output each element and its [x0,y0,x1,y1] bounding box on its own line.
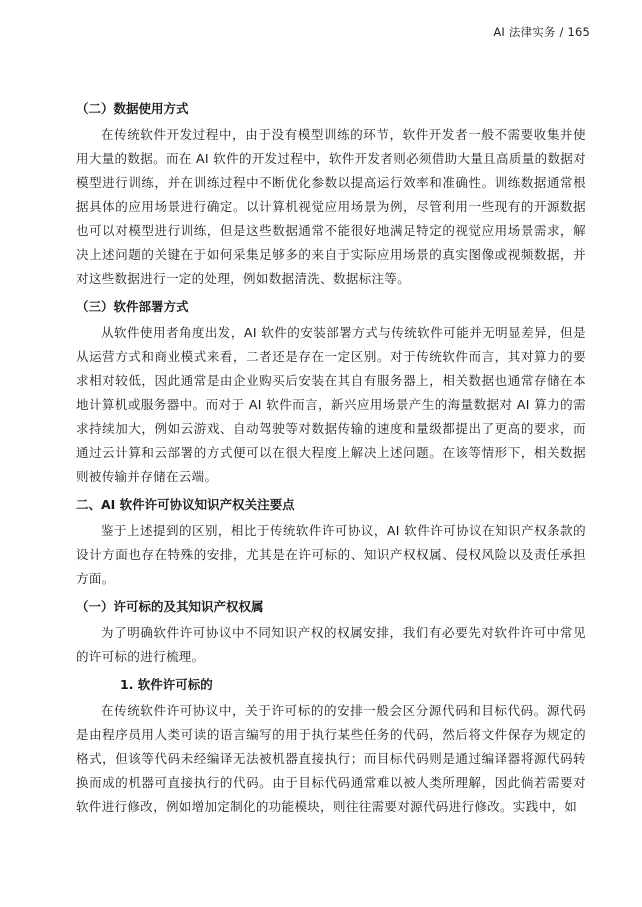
chapter-heading: 二、AI 软件许可协议知识产权关注要点 [76,497,295,512]
section-heading: （三）软件部署方式 [76,299,189,314]
paragraph: 鉴于上述提到的区别，相比于传统软件许可协议，AI 软件许可协议在知识产权条款的设计方面也存在特殊的安排，尤其是在许可标的、知识产权权属、侵权风险以及责任承担方面。 [76,523,586,586]
paragraph: 在传统软件开发过程中，由于没有模型训练的环节，软件开发者一般不需要收集并使用大量的数据。而在 AI 软件的开发过程中，软件开发者则必须借助大量且高质量的数据对模型进行训练，并在训练过程中不断优化参数以提高运行效率和准确性。训练数据通常根据具体的应用场景进行确定。以计算机视觉应用场景为例，尽管利用一些现有的开源数据也可以对模型进行训练，但是这些数据通常不能很好地满足特定的视觉应用场景需求，解决上述问题的关键在于如何采集足够多的来自于实际应用场景的真实图像或视频数据，并对这些数据进行一定的处理，例如数据清洗、数据标注等。 [76,127,586,286]
section-heading: （一）许可标的及其知识产权权属 [76,599,264,614]
subsection-heading: 1. 软件许可标的 [120,677,213,692]
paragraph: 在传统软件许可协议中，关于许可标的的安排一般会区分源代码和目标代码。源代码是由程序员用人类可读的语言编写的用于执行某些任务的代码，然后将文件保存为规定的格式，但该等代码未经编译无法被机器直接执行；而目标代码则是通过编译器将源代码转换而成的机器可直接执行的代码。由于目标代码通常难以被人类所理解，因此倘若需要对软件进行修改，例如增加定制化的功能模块，则往往需要对源代码进行修改。实践中，如 [76,703,586,814]
page-body [76,93,586,819]
running-head: AI 法律实务 / 165 [493,25,590,39]
paragraph: 从软件使用者角度出发，AI 软件的安装部署方式与传统软件可能并无明显差异，但是从运营方式和商业模式来看，二者还是存在一定区别。对于传统软件而言，其对算力的要求相对较低，因此通常是由企业购买后安装在其自有服务器上，相关数据也通常存储在本地计算机或服务器中。而对于 AI 软件而言，新兴应用场景产生的海量数据对 AI 算力的需求持续加大，例如云游戏、自动驾驶等对数据传输的速度和量级都提出了更高的要求，而通过云计算和云部署的方式便可以在很大程度上解决上述问题。在该等情形下，相关数据则被传输并存储在云端。 [76,325,586,484]
paragraph: 为了明确软件许可协议中不同知识产权的权属安排，我们有必要先对软件许可中常见的许可标的进行梳理。 [76,625,586,664]
section-heading: （二）数据使用方式 [76,101,189,116]
